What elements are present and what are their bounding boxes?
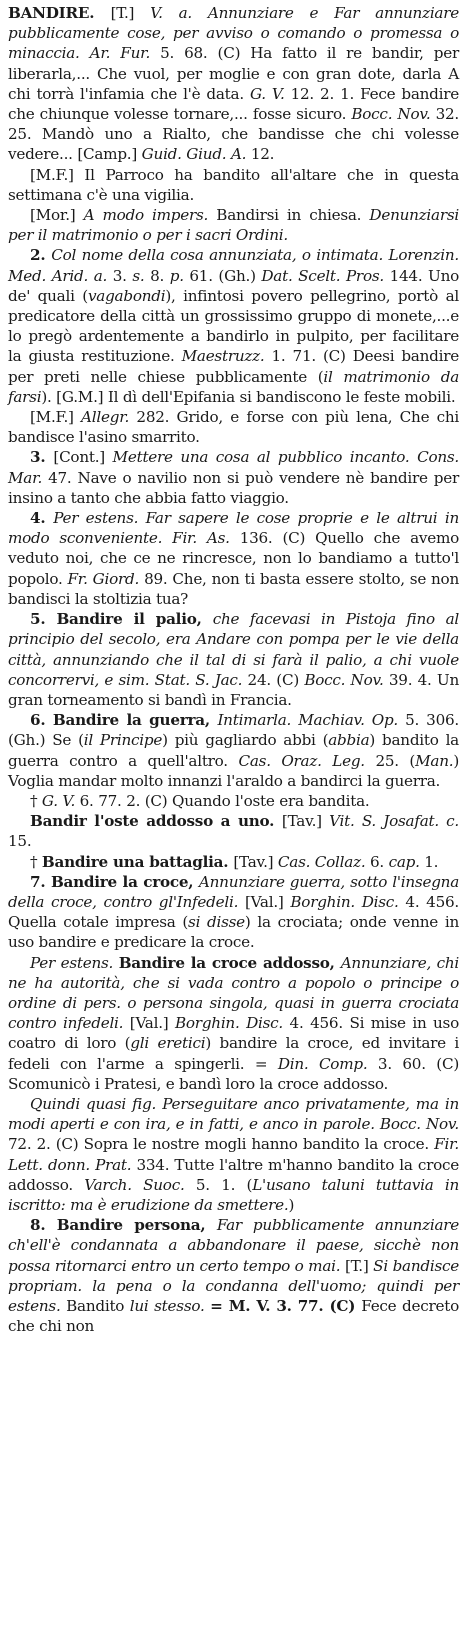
text-run: 5. 68. (C) Ha fatto il re bandir, per liberarla,... Che vuol, per moglie e con gran dote, darla A chi torrà l'infamia che l'è data. bbox=[8, 44, 459, 103]
italic-run: Varch. Suoc. bbox=[84, 1175, 196, 1194]
italic-run: Si bandisce propriam. la pena o la condanna dell'uomo; quindi per estens. bbox=[8, 1256, 459, 1315]
bold-run: Bandire la croce addosso, bbox=[118, 953, 341, 972]
text-run: 12. 2. 1. Fece bandire che chiunque volesse tornare,... fosse sicuro. bbox=[8, 84, 459, 124]
italic-run: Allegr. bbox=[81, 408, 137, 427]
text-run: ). [G.M.] Il dì dell'Epifania si bandiscono le feste mobili. bbox=[41, 387, 456, 406]
italic-run: Borghin. Disc. bbox=[290, 892, 406, 911]
bold-run: Bandir l'oste addosso a uno. bbox=[30, 812, 282, 831]
para-sense-5 bbox=[8, 609, 459, 710]
para-sense-3 bbox=[8, 447, 459, 508]
text-run: 4. 456. Quella cotale impresa ( bbox=[8, 892, 459, 932]
text-run: 61. (Gh.) bbox=[189, 266, 262, 285]
italic-run: Din. Comp. bbox=[277, 1054, 378, 1073]
bold-run: 6. Bandire la guerra, bbox=[30, 711, 218, 730]
italic-run: Quindi quasi fig. Perseguitare anco privatamente, ma in modi aperti e con ira, e in fatti, e anco in parole. Bocc. Nov. bbox=[8, 1094, 459, 1134]
text-run: ) bbox=[288, 1195, 295, 1214]
italic-run: Bocc. Nov. bbox=[304, 670, 389, 689]
italic-run: Fir. Lett. donn. Prat. bbox=[8, 1135, 459, 1174]
text-run: 32. 25. Mandò uno a Rialto, che bandisse che chi volesse vedere... [Camp.] bbox=[8, 105, 459, 164]
italic-run: Per estens. bbox=[30, 953, 119, 972]
para-sense-7 bbox=[8, 872, 459, 953]
italic-run: Denunziarsi per il matrimonio o per i sacri Ordini. bbox=[8, 206, 459, 245]
italic-run: il Principe bbox=[83, 731, 163, 750]
text-run: ) bandire la croce, ed invitare i fedeli con l'arme a spingerli. = bbox=[8, 1034, 459, 1073]
text-run: [Tav.] bbox=[281, 812, 330, 831]
text-run: [M.F.] Il Parroco ha bandito all'altare che in questa settimana c'è una vigilia. bbox=[8, 165, 459, 204]
text-run: 1. 71. (C) Deesi bandire per preti nelle chiese pubblicamente ( bbox=[8, 347, 459, 386]
bold-run: 7. Bandire la croce, bbox=[30, 872, 199, 891]
italic-run: Dat. Scelt. Pros. bbox=[261, 266, 390, 285]
italic-run: che facevasi in Pistoja fino al principio del secolo, era Andare con pompa per le vie della città, annunziando che il tal di si farà il palio, a chi vuole concorrervi, e sim. Stat. S. Jac. bbox=[8, 610, 459, 689]
italic-run: abbia bbox=[328, 731, 370, 750]
text-run: 25. ( bbox=[375, 751, 416, 770]
italic-run: cap. bbox=[388, 852, 425, 871]
italic-run: vagabondi bbox=[87, 286, 166, 305]
para-definition bbox=[8, 3, 459, 165]
text-run: 136. (C) Quello che avemo veduto noi, che ce ne rincresce, non lo bandiamo a tutto'l popolo. bbox=[8, 529, 459, 588]
text-run: 72. 2. (C) Sopra le nostre mogli hanno bandito la croce. bbox=[8, 1135, 435, 1154]
para-sense-6 bbox=[8, 710, 459, 791]
para-sense-8 bbox=[8, 1215, 459, 1336]
italic-run: G. V. bbox=[249, 84, 291, 103]
text-run: ) la crociata; onde venne in uso bandire e predicare la croce. bbox=[8, 913, 459, 952]
italic-run: Col nome della cosa annunziata, o intimata. Lorenzin. Med. Arid. a. bbox=[8, 246, 459, 285]
para-per-estens-croce bbox=[8, 953, 459, 1094]
text-run: ) Voglia mandar molto innanzi l'araldo a bandirci la guerra. bbox=[8, 751, 460, 790]
italic-run: Maestruzz. bbox=[181, 347, 272, 366]
italic-run: p. bbox=[169, 266, 190, 285]
text-run: [T.] bbox=[110, 4, 151, 22]
italic-run: s. bbox=[132, 266, 151, 285]
text-run: 47. Nave o navilio non si può vendere nè bandire per insino a tanto che abbia fatto viaggio. bbox=[8, 468, 459, 507]
para-mor-impers bbox=[8, 205, 459, 245]
italic-run: Per estens. Far sapere le cose proprie e le altrui in modo sconveniente. Fir. As. bbox=[8, 509, 459, 548]
text-run: † bbox=[30, 852, 42, 871]
italic-run: V. a. Annunziare e Far annunziare pubblicamente cose, per avviso o comando o promessa o minaccia. Ar. Fur. bbox=[8, 4, 459, 63]
bold-run: Bandire una battaglia. bbox=[41, 852, 234, 871]
text-run: 3. bbox=[112, 266, 133, 285]
text-run: [Cont.] bbox=[53, 448, 113, 467]
para-gv-oste bbox=[8, 791, 459, 811]
text-run: Bandirsi in chiesa. bbox=[216, 206, 370, 225]
italic-run: Borghin. Disc. bbox=[175, 1014, 290, 1033]
italic-run: lui stesso. bbox=[129, 1297, 211, 1315]
text-run: Fece decreto che chi non bbox=[8, 1297, 459, 1336]
text-run: 6. 77. 2. (C) Quando l'oste era bandita. bbox=[79, 791, 370, 810]
text-run: 3. 60. (C) Scomunicò i Pratesi, e bandì loro la croce addosso. bbox=[8, 1054, 459, 1093]
text-run: [Mor.] bbox=[30, 206, 84, 225]
text-run: ), infintosi povero pellegrino, portò al predicatore della città un grossissimo gruppo di monete,...e lo pregò ardentemente a bandirlo in pulpito, per facilitare la giusta restituzione. bbox=[8, 286, 459, 366]
text-run: 144. Uno de' quali ( bbox=[8, 266, 459, 305]
italic-run: A modo impers. bbox=[83, 206, 217, 225]
text-run: 8. bbox=[150, 266, 170, 285]
text-run: 282. Grido, e forse con più lena, Che chi bandisce l'asino smarrito. bbox=[8, 408, 460, 447]
text-run: 6. bbox=[369, 852, 389, 871]
italic-run: Far pubblicamente annunziare ch'ell'è condannata a abbandonare il paese, sicchè non possa ritornarci entro un certo tempo o mai. bbox=[8, 1216, 460, 1275]
text-run: [Val.] bbox=[244, 892, 291, 911]
italic-run: Intimarla. Machiav. Op. bbox=[217, 711, 406, 730]
text-run: [M.F.] bbox=[30, 408, 82, 427]
text-run: ) bandito la guerra contro a quell'altro. bbox=[8, 731, 459, 770]
text-run: Bandito bbox=[66, 1297, 130, 1315]
bold-run: BANDIRE. bbox=[8, 4, 111, 22]
italic-run: si disse bbox=[188, 913, 245, 932]
italic-run: Cas. Oraz. Leg. bbox=[238, 751, 376, 770]
italic-run: Vit. S. Josafat. c. bbox=[329, 812, 460, 831]
dictionary-entry-bandire bbox=[8, 3, 459, 1336]
bold-run: 2. bbox=[30, 246, 52, 265]
text-run: 15. bbox=[8, 832, 32, 851]
para-quindi-fig bbox=[8, 1094, 459, 1215]
bold-run: = M. V. 3. 77. (C) bbox=[210, 1297, 362, 1315]
italic-run: il matrimonio da farsi bbox=[8, 367, 460, 406]
text-run: ) più gagliardo abbi ( bbox=[162, 731, 329, 750]
bold-run: 4. bbox=[30, 509, 54, 528]
italic-run: Guid. Giud. A. bbox=[141, 145, 251, 164]
para-sense-4 bbox=[8, 508, 459, 609]
text-run: 24. (C) bbox=[247, 670, 305, 689]
italic-run: Mettere una cosa al pubblico incanto. Cons. Mar. bbox=[8, 448, 459, 487]
italic-run: Annunziare guerra, sotto l'insegna della croce, contro gl'Infedeli. bbox=[8, 872, 459, 911]
italic-run: gli eretici bbox=[130, 1034, 206, 1053]
text-run: 39. 4. Un gran torneamento si bandì in Francia. bbox=[8, 670, 459, 709]
text-run: [T.] bbox=[344, 1256, 374, 1275]
text-run: 4. 456. Si mise in uso coatro di loro ( bbox=[8, 1014, 459, 1053]
para-sense-2 bbox=[8, 245, 459, 407]
bold-run: 8. Bandire persona, bbox=[30, 1216, 217, 1235]
bold-run: 3. bbox=[30, 448, 54, 467]
para-mf-parroco bbox=[8, 165, 459, 205]
italic-run: Bocc. Nov. bbox=[351, 105, 436, 124]
text-run: 5. 1. ( bbox=[195, 1175, 253, 1194]
italic-run: Man. bbox=[415, 751, 454, 770]
para-bandir-oste bbox=[8, 811, 459, 851]
text-run: 1. bbox=[424, 852, 439, 871]
italic-run: L'usano taluni tuttavia in iscritto: ma è erudizione da smettere. bbox=[8, 1175, 460, 1214]
text-run: 5. 306. (Gh.) Se ( bbox=[8, 711, 459, 750]
text-run: 334. Tutte l'altre m'hanno bandito la croce addosso. bbox=[8, 1155, 459, 1194]
italic-run: Fr. Giord. bbox=[67, 569, 145, 588]
text-run: 89. Che, non ti basta essere stolto, se non bandisci la stoltizia tua? bbox=[8, 569, 459, 608]
para-mf-allegr bbox=[8, 407, 459, 447]
bold-run: 5. Bandire il palio, bbox=[30, 610, 213, 629]
text-run: 12. bbox=[250, 145, 275, 164]
italic-run: Annunziare, chi ne ha autorità, che si vada contro a popolo o principe o ordine di pers. o persona singola, quasi in guerra crociata contro infedeli. bbox=[8, 953, 459, 1033]
italic-run: G. V. bbox=[41, 791, 80, 810]
text-run: † bbox=[30, 791, 42, 810]
text-run: [Tav.] bbox=[233, 852, 278, 871]
text-run: [Val.] bbox=[129, 1014, 175, 1033]
para-bandire-battaglia bbox=[8, 852, 459, 872]
italic-run: Cas. Collaz. bbox=[277, 852, 370, 871]
